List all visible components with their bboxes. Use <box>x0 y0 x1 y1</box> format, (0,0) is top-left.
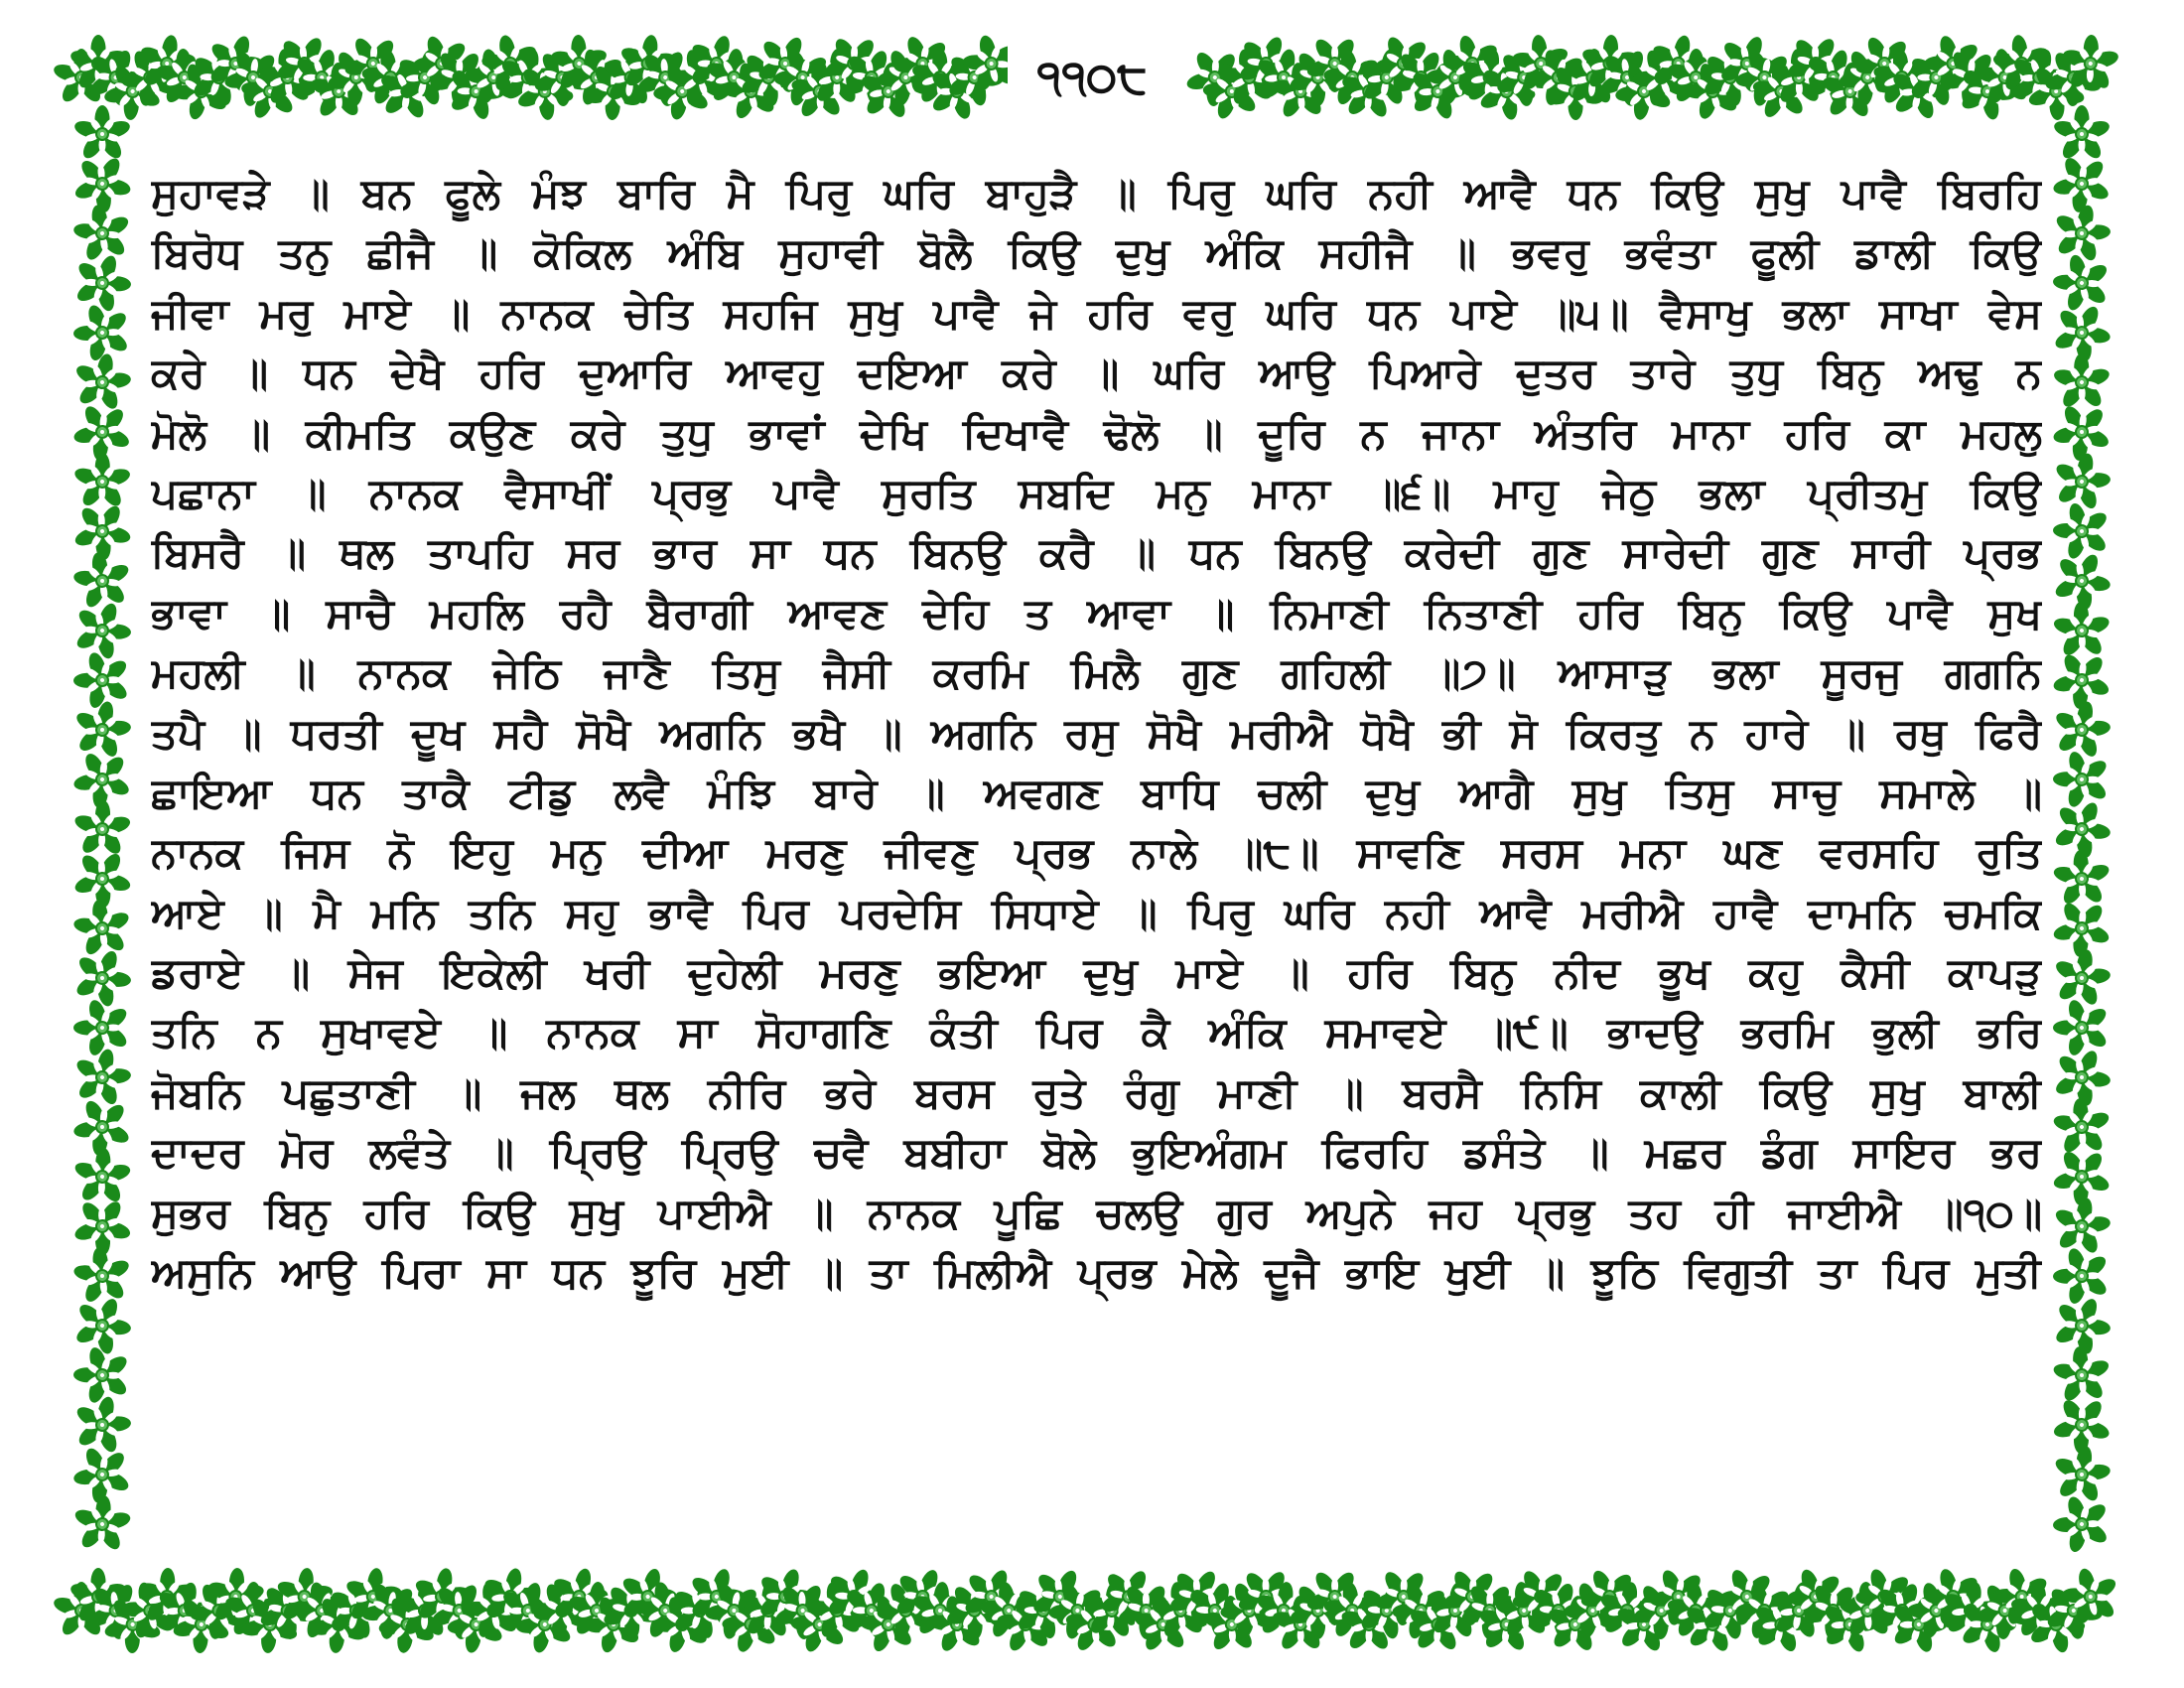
text-line: ਕਰੇ ॥ ਧਨ ਦੇਖੈ ਹਰਿ ਦੁਆਰਿ ਆਵਹੁ ਦਇਆ ਕਰੇ ॥ ਘਰਿ ਆਉ ਪਿਆਰੇ ਦੁਤਰ ਤਾਰੇ ਤੁਧੁ ਬਿਨੁ ਅਢੁ ਨ <box>151 349 2042 398</box>
flower-ornament-icon <box>68 944 138 1013</box>
flower-ornament-icon <box>2050 1344 2115 1406</box>
text-line: ਮਹਲੀ ॥ ਨਾਨਕ ਜੇਠਿ ਜਾਣੈ ਤਿਸੁ ਜੈਸੀ ਕਰਮਿ ਮਿਲੈ ਗੁਣ ਗਹਿਲੀ ॥੭॥ ਆਸਾੜੁ ਭਲਾ ਸੂਰਜੁ ਗਗਨਿ <box>151 648 2042 698</box>
flower-ornament-icon <box>2042 242 2123 324</box>
flower-ornament-icon <box>72 1393 133 1457</box>
flower-ornament-icon <box>2051 1148 2114 1207</box>
text-line: ਤਨਿ ਨ ਸੁਖਾਵਏ ॥ ਨਾਨਕ ਸਾ ਸੋਹਾਗਣਿ ਕੰਤੀ ਪਿਰ ਕੈ ਅੰਕਿ ਸਮਾਵਏ ॥੯॥ ਭਾਦਉ ਭਰਮਿ ਭੁਲੀ ਭਰਿ <box>151 1008 2042 1057</box>
text-line: ਬਿਰੋਧ ਤਨੁ ਛੀਜੈ ॥ ਕੋਕਿਲ ਅੰਬਿ ਸੁਹਾਵੀ ਬੋਲੈ ਕਿਉ ਦੁਖੁ ਅੰਕਿ ਸਹੀਜੈ ॥ ਭਵਰੁ ਭਵੰਤਾ ਫੂਲੀ ਡਾਲੀ ਕਿਉ <box>151 228 2042 278</box>
text-line: ਅਸੁਨਿ ਆਉ ਪਿਰਾ ਸਾ ਧਨ ਝੂਰਿ ਮੁਈ ॥ ਤਾ ਮਿਲੀਐ ਪ੍ਰਭ ਮੇਲੇ ਦੂਜੈ ਭਾਇ ਖੁਈ ॥ ਝੂਠਿ ਵਿਗੁਤੀ ਤਾ ਪਿਰ ਮੁਤੀ <box>151 1248 2042 1298</box>
text-line: ਸੁਭਰ ਬਿਨੁ ਹਰਿ ਕਿਉ ਸੁਖੁ ਪਾਈਐ ॥ ਨਾਨਕ ਪੂਛਿ ਚਲਉ ਗੁਰ ਅਪੁਨੇ ਜਹ ਪ੍ਰਭੁ ਤਹ ਹੀ ਜਾਈਐ ॥੧੦॥ <box>151 1188 2042 1237</box>
flower-ornament-icon <box>65 1139 139 1214</box>
flower-ornament-icon <box>2050 1441 2116 1508</box>
flower-ornament-icon <box>2052 1246 2110 1307</box>
text-line: ਜੋਬਨਿ ਪਛੁਤਾਣੀ ॥ ਜਲ ਥਲ ਨੀਰਿ ਭਰੇ ਬਰਸ ਰੁਤੇ ਰੰਗੁ ਮਾਣੀ ॥ ਬਰਸੈ ਨਿਸਿ ਕਾਲੀ ਕਿਉ ਸੁਖੁ ਬਾਲੀ <box>151 1067 2042 1117</box>
flower-ornament-icon <box>2046 843 2116 914</box>
flower-ornament-icon <box>73 252 133 315</box>
text-line: ਆਏ ॥ ਮੈ ਮਨਿ ਤਨਿ ਸਹੁ ਭਾਵੈ ਪਿਰ ਪਰਦੇਸਿ ਸਿਧਾਏ ॥ ਪਿਰੁ ਘਰਿ ਨਹੀ ਆਵੈ ਮਰੀਐ ਹਾਵੈ ਦਾਮਨਿ ਚਮਕਿ <box>151 888 2042 937</box>
text-line: ਛਾਇਆ ਧਨ ਤਾਕੈ ਟੀਡੁ ਲਵੈ ਮੰਝਿ ਬਾਰੇ ॥ ਅਵਗਣ ਬਾਧਿ ਚਲੀ ਦੁਖੁ ਆਗੈ ਸੁਖੁ ਤਿਸੁ ਸਾਚੁ ਸਮਾਲੇ ॥ <box>151 768 2042 817</box>
text-line: ਬਿਸਰੈ ॥ ਥਲ ਤਾਪਹਿ ਸਰ ਭਾਰ ਸਾ ਧਨ ਬਿਨਉ ਕਰੈ ॥ ਧਨ ਬਿਨਉ ਕਰੇਦੀ ਗੁਣ ਸਾਰੇਦੀ ਗੁਣ ਸਾਰੀ ਪ੍ਰਭ <box>151 528 2042 578</box>
flower-ornament-icon <box>68 695 137 763</box>
scripture-text <box>151 164 2042 1303</box>
text-line: ਨਾਨਕ ਜਿਸ ਨੋ ਇਹੁ ਮਨੁ ਦੀਆ ਮਰਣੁ ਜੀਵਣੁ ਪ੍ਰਭ ਨਾਲੇ ॥੮॥ ਸਾਵਣਿ ਸਰਸ ਮਨਾ ਘਣ ਵਰਸਹਿ ਰੁਤਿ <box>151 828 2042 878</box>
text-line: ਭਾਵਾ ॥ ਸਾਚੈ ਮਹਲਿ ਰਹੈ ਬੈਰਾਗੀ ਆਵਣ ਦੇਹਿ ਤ ਆਵਾ ॥ ਨਿਮਾਣੀ ਨਿਤਾਣੀ ਹਰਿ ਬਿਨੁ ਕਿਉ ਪਾਵੈ ਸੁਖ <box>151 588 2042 637</box>
flower-ornament-icon <box>64 1287 141 1362</box>
flower-ornament-icon <box>62 442 143 522</box>
flower-ornament-icon <box>63 1485 143 1565</box>
text-line: ਮੋਲੋ ॥ ਕੀਮਤਿ ਕਉਣ ਕਰੇ ਤੁਧੁ ਭਾਵਾਂ ਦੇਖਿ ਦਿਖਾਵੈ ਢੋਲੋ ॥ ਦੂਰਿ ਨ ਜਾਨਾ ਅੰਤਰਿ ਮਾਨਾ ਹਰਿ ਕਾ ਮਹਲੁ <box>151 408 2042 458</box>
page-number: ੧੧੦੮ <box>1008 44 1176 109</box>
text-line: ਤਪੈ ॥ ਧਰਤੀ ਦੂਖ ਸਹੈ ਸੋਖੈ ਅਗਨਿ ਭਖੈ ॥ ਅਗਨਿ ਰਸੁ ਸੋਖੈ ਮਰੀਐ ਧੋਖੈ ਭੀ ਸੋ ਕਿਰਤੁ ਨ ਹਾਰੇ ॥ ਰਥੁ ਫਿਰੈ <box>151 708 2042 758</box>
flower-ornament-icon <box>72 105 132 162</box>
flower-ornament-icon <box>2042 1484 2122 1565</box>
flower-ornament-icon <box>2047 944 2116 1011</box>
flower-ornament-icon <box>69 1244 135 1308</box>
flower-ornament-icon <box>2044 744 2118 816</box>
text-line: ਦਾਦਰ ਮੋਰ ਲਵੰਤੇ ॥ ਪ੍ਰਿਉ ਪ੍ਰਿਉ ਚਵੈ ਬਬੀਹਾ ਬੋਲੇ ਭੁਇਅੰਗਮ ਫਿਰਹਿ ਡਸੰਤੇ ॥ ਮਛਰ ਡੰਗ ਸਾਇਰ ਭਰ <box>151 1128 2042 1178</box>
flower-ornament-icon <box>68 792 138 865</box>
text-line: ਸੁਹਾਵੜੇ ॥ ਬਨ ਫੂਲੇ ਮੰਝ ਬਾਰਿ ਮੈ ਪਿਰੁ ਘਰਿ ਬਾਹੁੜੈ ॥ ਪਿਰੁ ਘਰਿ ਨਹੀ ਆਵੈ ਧਨ ਕਿਉ ਸੁਖੁ ਪਾਵੈ ਬਿਰਹਿ <box>151 169 2042 217</box>
text-line: ਪਛਾਨਾ ॥ ਨਾਨਕ ਵੈਸਾਖੀਂ ਪ੍ਰਭੁ ਪਾਵੈ ਸੁਰਤਿ ਸਬਦਿ ਮਨੁ ਮਾਨਾ ॥੬॥ ਮਾਹੁ ਜੇਠੁ ਭਲਾ ਪ੍ਰੀਤਮੁ ਕਿਉ <box>151 468 2042 517</box>
flower-ornament-icon <box>69 547 135 615</box>
flower-ornament-icon <box>2047 397 2115 467</box>
flower-ornament-icon <box>2046 593 2119 668</box>
flower-ornament-icon <box>2042 987 2122 1068</box>
flower-ornament-icon <box>2045 495 2117 566</box>
text-line: ਜੀਵਾ ਮਰੁ ਮਾਏ ॥ ਨਾਨਕ ਚੇਤਿ ਸਹਜਿ ਸੁਖੁ ਪਾਵੈ ਜੇ ਹਰਿ ਵਰੁ ਘਰਿ ਧਨ ਪਾਏ ॥੫॥ ਵੈਸਾਖੁ ਭਲਾ ਸਾਖਾ ਵੇਸ <box>151 288 2042 338</box>
flower-ornament-icon <box>2041 1086 2122 1168</box>
flower-ornament-icon <box>64 345 141 421</box>
text-line: ਡਰਾਏ ॥ ਸੇਜ ਇਕੇਲੀ ਖਰੀ ਦੁਹੇਲੀ ਮਰਣੁ ਭਇਆ ਦੁਖੁ ਮਾਏ ॥ ਹਰਿ ਬਿਨੁ ਨੀਦ ਭੂਖ ਕਹੁ ਕੈਸੀ ਕਾਪੜੁ <box>151 948 2042 998</box>
flower-ornament-icon <box>2041 343 2122 423</box>
flower-ornament-icon <box>2052 202 2113 265</box>
